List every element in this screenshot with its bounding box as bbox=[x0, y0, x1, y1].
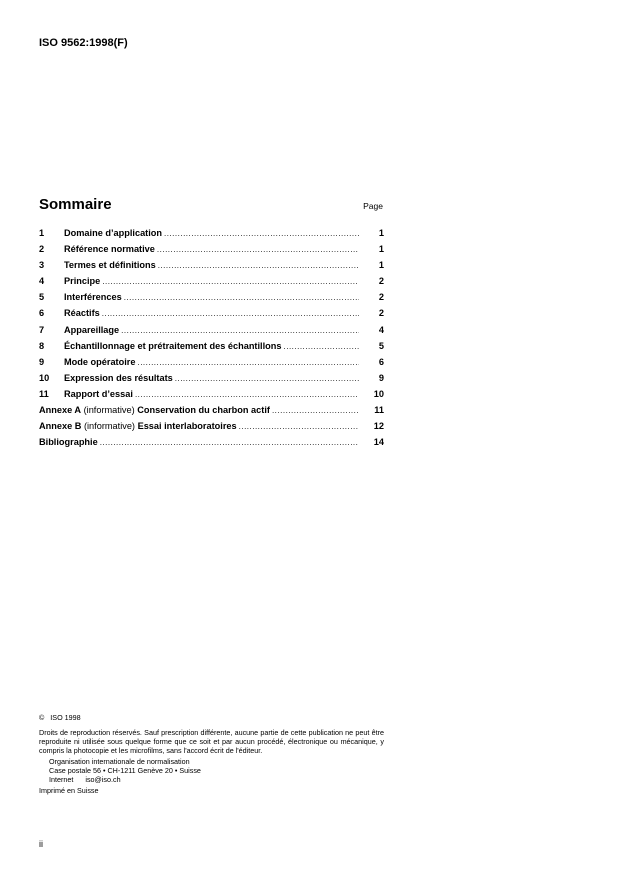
toc-leader-dots bbox=[164, 229, 359, 238]
toc-entry-label: Échantillonnage et prétraitement des échantillons bbox=[64, 340, 282, 351]
toc-entry-label: Expression des résultats bbox=[64, 372, 173, 383]
toc-entry-8[interactable] bbox=[39, 341, 384, 357]
toc-entry-4[interactable] bbox=[39, 276, 384, 292]
toc-entry-number: 6 bbox=[39, 308, 45, 319]
toc-entry-number: 10 bbox=[39, 372, 50, 383]
toc-entry-6[interactable] bbox=[39, 308, 384, 324]
toc-entry-page: 5 bbox=[378, 340, 384, 351]
toc-entry-number: 5 bbox=[39, 292, 45, 303]
toc-annex-note: (informative) bbox=[81, 421, 138, 432]
page-number: ii bbox=[39, 839, 43, 849]
table-of-contents bbox=[39, 228, 384, 453]
toc-entry-2[interactable] bbox=[39, 244, 384, 260]
rights-text: Droits de reproduction réservés. Sauf prescription différente, aucune partie de cette publication ne peut être reproduite ni utilisée sous quelque forme que ce soit et par aucun procédé, électronique ou mécanique, y compris la photocopie et les microfilms, sans l'accord écrit de l'éditeur. bbox=[39, 728, 384, 755]
toc-entry-page: 4 bbox=[378, 324, 384, 335]
toc-entry-page: 6 bbox=[378, 356, 384, 367]
toc-entry-label: Termes et définitions bbox=[64, 260, 156, 271]
toc-entry-page: 1 bbox=[378, 244, 384, 255]
toc-entry-5[interactable] bbox=[39, 292, 384, 308]
toc-entry-page: 10 bbox=[373, 388, 384, 399]
toc-entry-11[interactable] bbox=[39, 389, 384, 405]
toc-leader-dots bbox=[175, 374, 359, 383]
toc-entry-page: 1 bbox=[378, 228, 384, 238]
toc-entry-page: 12 bbox=[373, 421, 384, 432]
toc-entry-label: Domaine d’application bbox=[64, 228, 163, 238]
printed-in: Imprimé en Suisse bbox=[39, 786, 99, 795]
toc-entry-number: 2 bbox=[39, 244, 45, 255]
toc-title: Sommaire bbox=[39, 196, 112, 213]
toc-entry-number: 1 bbox=[39, 228, 45, 238]
toc-entry-number: 9 bbox=[39, 356, 45, 367]
copyright-line: © ISO 1998 bbox=[39, 713, 81, 722]
toc-annex-b[interactable] bbox=[39, 421, 384, 437]
toc-leader-dots bbox=[157, 245, 359, 254]
org-name: Organisation internationale de normalisation bbox=[49, 757, 190, 766]
toc-entry-10[interactable] bbox=[39, 373, 384, 389]
toc-entry-7[interactable] bbox=[39, 325, 384, 341]
toc-annex-prefix: Annexe A bbox=[39, 405, 82, 416]
copyright-notice bbox=[39, 713, 384, 795]
toc-leader-dots bbox=[100, 438, 359, 447]
toc-entry-label: Principe bbox=[64, 276, 101, 287]
toc-leader-dots bbox=[158, 261, 359, 270]
toc-entry-label: Bibliographie bbox=[39, 437, 98, 448]
toc-leader-dots bbox=[137, 358, 359, 367]
toc-entry-page: 11 bbox=[374, 405, 384, 416]
toc-entry-page: 1 bbox=[378, 260, 384, 271]
toc-entry-number: 11 bbox=[39, 388, 49, 399]
toc-leader-dots bbox=[272, 406, 359, 415]
toc-entry-page: 14 bbox=[373, 437, 384, 448]
toc-entry-number: 3 bbox=[39, 260, 45, 271]
toc-leader-dots bbox=[124, 293, 359, 302]
postal-address: Case postale 56 • CH-1211 Genève 20 • Suisse bbox=[49, 766, 201, 775]
toc-entry-number: 8 bbox=[39, 340, 45, 351]
toc-annex-label: Conservation du charbon actif bbox=[137, 405, 270, 416]
toc-leader-dots bbox=[102, 309, 359, 318]
toc-entry-label: Appareillage bbox=[64, 324, 120, 335]
toc-entry-3[interactable] bbox=[39, 260, 384, 276]
toc-bibliography[interactable] bbox=[39, 437, 384, 453]
publisher-address bbox=[39, 757, 384, 784]
toc-annex-label: Essai interlaboratoires bbox=[137, 421, 237, 432]
toc-entry-label: Interférences bbox=[64, 292, 122, 303]
toc-entry-label: Réactifs bbox=[64, 308, 100, 319]
toc-entry-number: 4 bbox=[39, 276, 45, 287]
toc-entry-label: Référence normative bbox=[64, 244, 155, 255]
toc-annex-prefix: Annexe B bbox=[39, 421, 82, 432]
toc-entry-label: Rapport d’essai bbox=[64, 388, 133, 399]
toc-entry-page: 2 bbox=[378, 308, 384, 319]
document-id: ISO 9562:1998(F) bbox=[39, 37, 128, 49]
toc-entry-label: Mode opératoire bbox=[64, 356, 136, 367]
toc-entry-1[interactable] bbox=[39, 228, 384, 244]
toc-annex-a[interactable] bbox=[39, 405, 384, 421]
toc-leader-dots bbox=[121, 326, 359, 335]
internet-contact: Internet iso@iso.ch bbox=[49, 775, 121, 784]
toc-leader-dots bbox=[102, 277, 359, 286]
toc-leader-dots bbox=[239, 422, 359, 431]
toc-entry-number: 7 bbox=[39, 324, 45, 335]
toc-leader-dots bbox=[284, 342, 360, 351]
toc-entry-page: 2 bbox=[378, 292, 384, 303]
toc-entry-9[interactable] bbox=[39, 357, 384, 373]
toc-entry-page: 2 bbox=[378, 276, 384, 287]
toc-annex-note: (informative) bbox=[81, 405, 138, 416]
toc-entry-page: 9 bbox=[378, 372, 384, 383]
toc-leader-dots bbox=[135, 390, 359, 399]
toc-page-label: Page bbox=[363, 201, 383, 211]
